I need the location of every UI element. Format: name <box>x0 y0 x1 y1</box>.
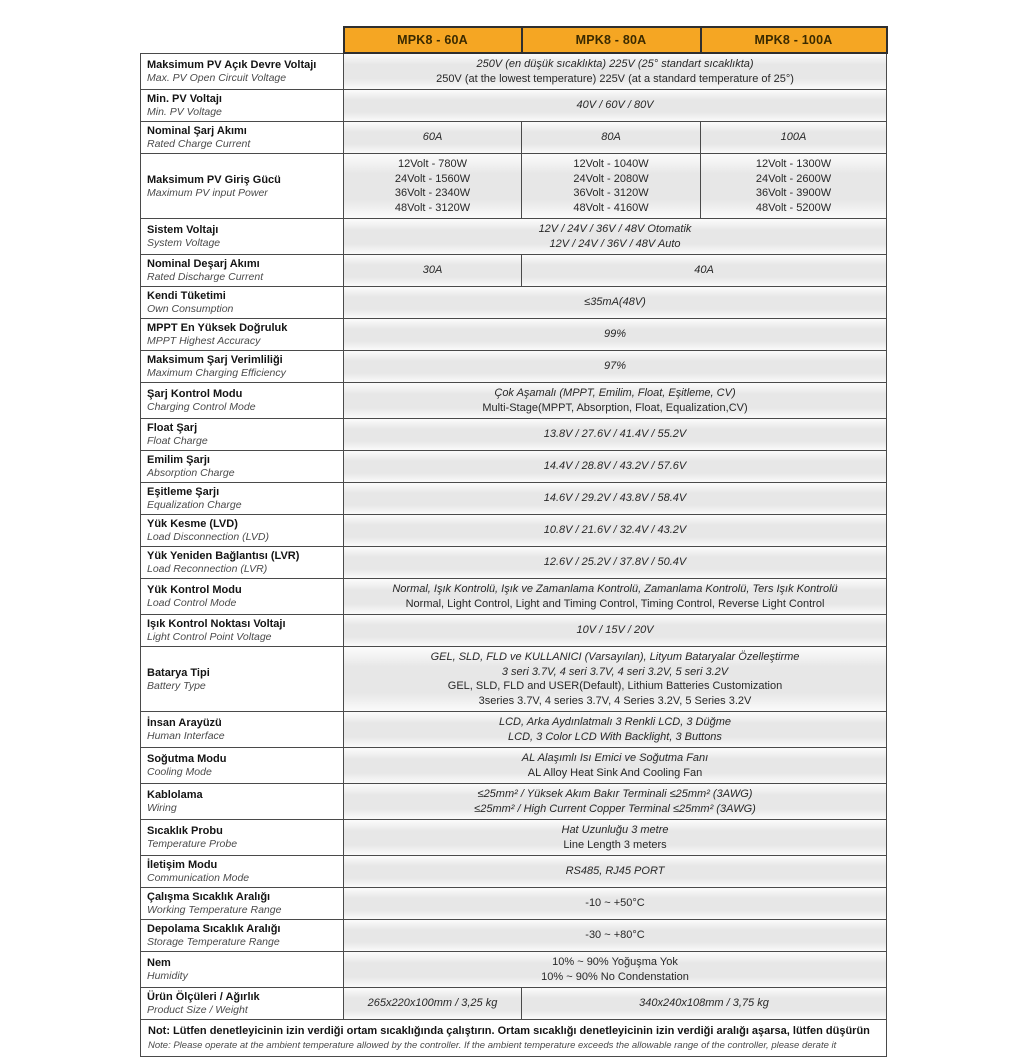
row-label <box>141 856 344 888</box>
spec-value-cell <box>701 122 887 154</box>
spec-value-line: ≤25mm² / High Current Copper Terminal ≤25mm² (3AWG) <box>474 802 756 815</box>
row-label <box>141 419 344 451</box>
row-label <box>141 287 344 319</box>
row-label-turkish: Maksimum PV Açık Devre Voltajı <box>147 58 317 71</box>
table-row <box>141 255 887 287</box>
spec-value-cell <box>522 988 887 1020</box>
row-label-turkish: Nominal Şarj Akımı <box>147 125 247 137</box>
row-label <box>141 888 344 920</box>
row-label-english: Battery Type <box>147 679 206 692</box>
spec-value-line: 36Volt - 2340W <box>394 187 471 199</box>
row-label-english: Absorption Charge <box>147 467 235 479</box>
row-label <box>141 988 344 1020</box>
row-label-turkish: MPPT En Yüksek Doğruluk <box>147 322 288 334</box>
row-label <box>141 53 344 90</box>
row-label-turkish: Nominal Deşarj Akımı <box>147 258 260 270</box>
spec-value-cell <box>344 647 887 712</box>
footnote-cell <box>141 1020 887 1057</box>
row-label-english: Communication Mode <box>147 872 250 884</box>
spec-value-line: Line Length 3 meters <box>563 838 667 851</box>
table-row <box>141 712 887 748</box>
spec-value-cell <box>344 888 887 920</box>
spec-value-line: 3series 3.7V, 4 series 3.7V, 4 Series 3.2V, 5 Series 3.2V <box>478 694 752 707</box>
row-label-turkish: İnsan Arayüzü <box>147 717 222 729</box>
spec-value-line: Multi-Stage(MPPT, Absorption, Float, Equalization,CV) <box>482 401 748 414</box>
row-label-turkish: Kendi Tüketimi <box>147 290 226 302</box>
table-row <box>141 319 887 351</box>
spec-value-line: 48Volt - 5200W <box>755 201 832 214</box>
spec-value-line: 80A <box>601 131 621 144</box>
spec-value-line: 14.4V / 28.8V / 43.2V / 57.6V <box>543 460 687 473</box>
spec-value-cell <box>344 712 887 748</box>
spec-value-cell <box>344 122 522 154</box>
spec-value-line: 30A <box>422 264 443 277</box>
row-label-english: Rated Charge Current <box>147 138 251 150</box>
spec-value-cell <box>522 154 701 219</box>
row-label-english: Maximum Charging Efficiency <box>147 367 286 379</box>
spec-value-line: -30 ~ +80°C <box>585 929 645 942</box>
spec-value-line: 3 seri 3.7V, 4 seri 3.7V, 4 seri 3.2V, 5 seri 3.2V <box>501 665 729 678</box>
spec-value-cell <box>344 784 887 820</box>
table-row <box>141 647 887 712</box>
spec-value-line: GEL, SLD, FLD ve KULLANICI (Varsayılan), Lityum Bataryalar Özelleştirme <box>430 651 800 663</box>
row-label <box>141 255 344 287</box>
table-row <box>141 988 887 1020</box>
table-row <box>141 90 887 122</box>
row-label-english: Float Charge <box>147 435 208 447</box>
spec-value-line: 40A <box>694 264 714 277</box>
spec-value-line: 24Volt - 2600W <box>755 172 832 185</box>
spec-value-line: 48Volt - 4160W <box>573 201 649 214</box>
spec-value-line: 12Volt - 1300W <box>755 158 832 170</box>
table-row <box>141 820 887 856</box>
spec-value-cell <box>344 515 887 547</box>
row-label-turkish: İletişim Modu <box>147 859 218 871</box>
column-header-mpk8-100a: MPK8 - 100A <box>701 27 887 53</box>
row-label-turkish: Float Şarj <box>147 422 198 434</box>
row-label-english: Humidity <box>147 970 188 982</box>
table-row <box>141 748 887 784</box>
spec-value-line: 100A <box>780 131 807 144</box>
spec-value-cell <box>344 748 887 784</box>
spec-value-cell <box>344 483 887 515</box>
corner-cell <box>141 27 344 53</box>
table-row <box>141 483 887 515</box>
table-row <box>141 579 887 615</box>
table-row <box>141 888 887 920</box>
spec-value-line: 36Volt - 3900W <box>755 187 832 199</box>
spec-table-container <box>140 26 886 1057</box>
row-label <box>141 90 344 122</box>
spec-value-line: 97% <box>603 360 627 373</box>
row-label <box>141 122 344 154</box>
row-label-english: Max. PV Open Circuit Voltage <box>147 71 287 84</box>
spec-value-line: 12.6V / 25.2V / 37.8V / 50.4V <box>543 556 687 569</box>
spec-value-cell <box>344 383 887 419</box>
spec-value-line: 10% ~ 90% No Condenstation <box>541 970 689 983</box>
table-row <box>141 53 887 90</box>
spec-value-line: ≤35mA(48V) <box>584 296 646 309</box>
spec-value-cell <box>344 219 887 255</box>
row-label-english: Maximum PV input Power <box>147 186 268 199</box>
spec-value-cell <box>344 419 887 451</box>
row-label <box>141 483 344 515</box>
row-label-turkish: Sistem Voltajı <box>147 224 219 236</box>
spec-value-line: 12V / 24V / 36V / 48V Otomatik <box>538 223 692 235</box>
row-label-english: Product Size / Weight <box>147 1004 248 1016</box>
row-label-english: Load Control Mode <box>147 597 237 609</box>
row-label-turkish: Sıcaklık Probu <box>147 825 223 837</box>
table-row <box>141 451 887 483</box>
table-row <box>141 547 887 579</box>
spec-value-line: Çok Aşamalı (MPPT, Emilim, Float, Eşitleme, CV) <box>494 387 736 399</box>
row-label-english: System Voltage <box>147 237 221 249</box>
spec-table <box>140 26 888 1057</box>
spec-value-cell <box>344 287 887 319</box>
row-label <box>141 451 344 483</box>
row-label-turkish: Batarya Tipi <box>147 666 210 679</box>
row-label-english: Storage Temperature Range <box>147 936 280 948</box>
column-header-mpk8-80a: MPK8 - 80A <box>522 27 701 53</box>
row-label-turkish: Min. PV Voltajı <box>147 93 222 105</box>
row-label-turkish: Çalışma Sıcaklık Aralığı <box>147 891 271 903</box>
table-row <box>141 383 887 419</box>
row-label <box>141 748 344 784</box>
row-label <box>141 820 344 856</box>
row-label <box>141 547 344 579</box>
spec-value-line: 12Volt - 780W <box>397 158 468 170</box>
spec-value-line: ≤25mm² / Yüksek Akım Bakır Terminali ≤25mm² (3AWG) <box>477 788 753 800</box>
table-row <box>141 351 887 383</box>
row-label-english: Charging Control Mode <box>147 401 256 413</box>
spec-value-line: LCD, Arka Aydınlatmalı 3 Renkli LCD, 3 Düğme <box>498 716 731 728</box>
spec-value-cell <box>522 122 701 154</box>
row-label-turkish: Ürün Ölçüleri / Ağırlık <box>147 991 260 1003</box>
spec-value-cell <box>344 856 887 888</box>
footnote-english: Note: Please operate at the ambient temperature allowed by the controller. If the ambient temperature exceeds the allowable range of the controller, please derate it <box>148 1040 837 1051</box>
spec-value-cell <box>344 255 522 287</box>
row-label-turkish: Soğutma Modu <box>147 753 227 765</box>
spec-value-cell <box>344 319 887 351</box>
footnote-row <box>141 1020 887 1057</box>
spec-value-line: Hat Uzunluğu 3 metre <box>561 824 669 836</box>
spec-value-line: 10% ~ 90% Yoğuşma Yok <box>552 956 678 968</box>
table-row <box>141 154 887 219</box>
table-row <box>141 784 887 820</box>
spec-value-cell <box>701 154 887 219</box>
row-label-turkish: Maksimum PV Giriş Gücü <box>147 173 281 186</box>
table-row <box>141 920 887 952</box>
row-label-english: Load Disconnection (LVD) <box>147 531 269 543</box>
table-row <box>141 952 887 988</box>
spec-value-cell <box>344 451 887 483</box>
spec-value-line: Normal, Işık Kontrolü, Işık ve Zamanlama Kontrolü, Zamanlama Kontrolü, Ters Işık Kontrolü <box>392 583 838 595</box>
spec-value-line: 250V (en düşük sıcaklıkta) 225V (25° standart sıcaklıkta) <box>476 58 754 70</box>
row-label <box>141 579 344 615</box>
spec-value-cell <box>344 547 887 579</box>
row-label-english: Cooling Mode <box>147 766 212 778</box>
spec-table-body <box>141 53 887 1020</box>
row-label <box>141 219 344 255</box>
spec-value-cell <box>344 988 522 1020</box>
row-label-english: Human Interface <box>147 730 225 742</box>
footnote-turkish: Not: Lütfen denetleyicinin izin verdiği ortam sıcaklığında çalıştırın. Ortam sıcaklığı denetleyicinin izin verdiği aralığı aşarsa, lütfen düşürün <box>148 1025 870 1037</box>
header-row <box>141 27 887 53</box>
row-label-english: Load Reconnection (LVR) <box>147 563 268 575</box>
spec-value-cell <box>344 820 887 856</box>
spec-value-cell <box>344 90 887 122</box>
row-label-turkish: Yük Kontrol Modu <box>147 584 242 596</box>
table-row <box>141 122 887 154</box>
row-label-turkish: Maksimum Şarj Verimliliği <box>147 354 283 366</box>
row-label <box>141 784 344 820</box>
row-label <box>141 351 344 383</box>
table-row <box>141 615 887 647</box>
table-row <box>141 515 887 547</box>
row-label-english: Temperature Probe <box>147 838 238 850</box>
row-label <box>141 383 344 419</box>
row-label-turkish: Işık Kontrol Noktası Voltajı <box>147 618 286 630</box>
spec-value-cell <box>522 255 887 287</box>
spec-value-cell <box>344 53 887 90</box>
spec-value-line: 24Volt - 1560W <box>394 172 471 185</box>
row-label-turkish: Yük Kesme (LVD) <box>147 518 238 530</box>
spec-value-line: 60A <box>422 131 443 144</box>
spec-value-line: 340x240x108mm / 3,75 kg <box>639 997 769 1010</box>
row-label <box>141 154 344 219</box>
row-label-english: Working Temperature Range <box>147 904 282 916</box>
spec-value-line: -10 ~ +50°C <box>585 897 645 910</box>
spec-value-cell <box>344 154 522 219</box>
spec-value-line: 36Volt - 3120W <box>573 187 649 199</box>
row-label <box>141 615 344 647</box>
spec-value-line: 12Volt - 1040W <box>573 158 649 170</box>
row-label-english: Light Control Point Voltage <box>147 631 272 643</box>
spec-value-line: RS485, RJ45 PORT <box>565 865 665 878</box>
table-row <box>141 856 887 888</box>
spec-value-line: AL Alloy Heat Sink And Cooling Fan <box>527 766 703 779</box>
spec-value-cell <box>344 579 887 615</box>
spec-value-line: 13.8V / 27.6V / 41.4V / 55.2V <box>543 428 687 441</box>
spec-value-line: 99% <box>603 328 627 341</box>
table-row <box>141 219 887 255</box>
spec-value-line: Normal, Light Control, Light and Timing Control, Timing Control, Reverse Light Control <box>405 597 825 610</box>
spec-value-line: 40V / 60V / 80V <box>576 99 654 112</box>
row-label-turkish: Yük Yeniden Bağlantısı (LVR) <box>147 550 300 562</box>
row-label-turkish: Depolama Sıcaklık Aralığı <box>147 923 281 935</box>
row-label-english: Equalization Charge <box>147 499 242 511</box>
table-row <box>141 287 887 319</box>
row-label <box>141 515 344 547</box>
row-label-english: Min. PV Voltage <box>147 106 222 118</box>
spec-value-line: AL Alaşımlı Isı Emici ve Soğutma Fanı <box>521 752 709 764</box>
row-label-turkish: Kablolama <box>147 789 203 801</box>
spec-value-line: 250V (at the lowest temperature) 225V (at a standard temperature of 25°) <box>436 72 794 85</box>
row-label <box>141 647 344 712</box>
spec-value-line: 10V / 15V / 20V <box>576 624 654 637</box>
footnote-section <box>141 1020 887 1057</box>
row-label <box>141 952 344 988</box>
row-label-english: Wiring <box>147 802 177 814</box>
row-label-english: MPPT Highest Accuracy <box>147 335 261 347</box>
spec-value-line: 24Volt - 2080W <box>573 172 649 185</box>
column-header-mpk8-60a: MPK8 - 60A <box>344 27 522 53</box>
spec-value-cell <box>344 952 887 988</box>
row-label-turkish: Eşitleme Şarjı <box>147 486 220 498</box>
spec-value-line: 265x220x100mm / 3,25 kg <box>367 997 498 1010</box>
row-label-turkish: Emilim Şarjı <box>147 454 210 466</box>
spec-value-line: GEL, SLD, FLD and USER(Default), Lithium Batteries Customization <box>447 680 783 692</box>
row-label <box>141 319 344 351</box>
row-label-turkish: Şarj Kontrol Modu <box>147 388 243 400</box>
table-row <box>141 419 887 451</box>
row-label-english: Rated Discharge Current <box>147 271 264 283</box>
spec-value-line: LCD, 3 Color LCD With Backlight, 3 Buttons <box>508 730 722 743</box>
spec-value-cell <box>344 615 887 647</box>
spec-value-line: 10.8V / 21.6V / 32.4V / 43.2V <box>543 524 687 537</box>
spec-value-line: 12V / 24V / 36V / 48V Auto <box>549 237 681 250</box>
spec-value-line: 48Volt - 3120W <box>394 201 471 214</box>
row-label <box>141 920 344 952</box>
row-label-turkish: Nem <box>147 957 171 969</box>
row-label-english: Own Consumption <box>147 303 234 315</box>
spec-value-cell <box>344 351 887 383</box>
row-label <box>141 712 344 748</box>
spec-value-cell <box>344 920 887 952</box>
spec-value-line: 14.6V / 29.2V / 43.8V / 58.4V <box>543 492 687 505</box>
